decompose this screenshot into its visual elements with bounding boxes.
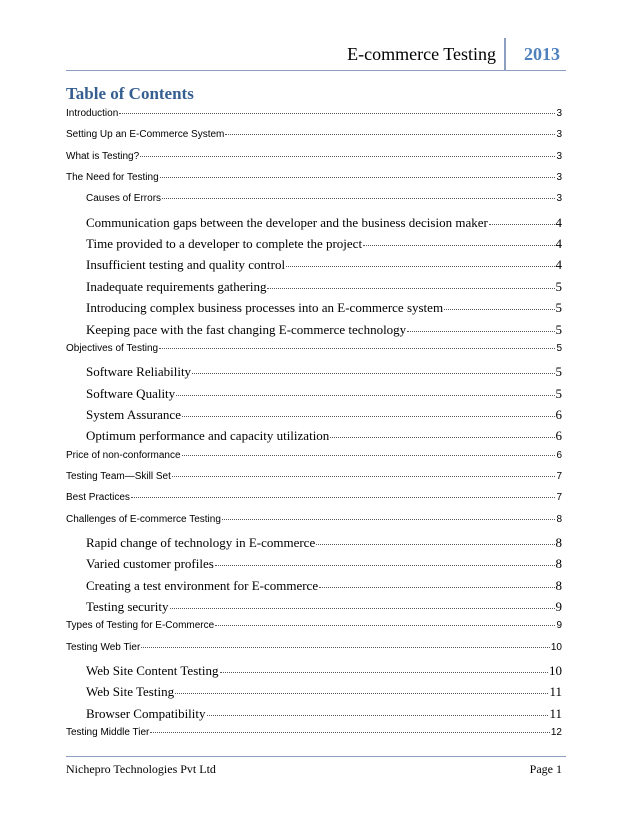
toc-entry-page: 12 (550, 727, 562, 739)
toc-dot-leader (176, 395, 554, 396)
toc-dot-leader (215, 565, 555, 566)
toc-entry-page: 6 (555, 406, 562, 422)
toc-entry-page: 9 (555, 599, 562, 615)
toc-dot-leader (140, 156, 555, 157)
toc-dot-leader (286, 266, 554, 267)
toc-entry-label: Creating a test environment for E-commerce (86, 577, 319, 593)
toc-entry-label: Challenges of E-commerce Testing (66, 513, 221, 525)
toc-entry[interactable] (66, 257, 562, 273)
toc-entry-label: What is Testing? (66, 150, 140, 162)
toc-entry-page: 3 (556, 193, 562, 205)
toc-entry[interactable] (66, 599, 562, 615)
toc-entry-page: 5 (556, 342, 562, 354)
toc-entry-page: 8 (555, 556, 562, 572)
header-title: E-commerce Testing (347, 44, 496, 64)
toc-entry-label: Introducing complex business processes into an E-commerce system (86, 300, 444, 316)
toc-entry-label: Setting Up an E-Commerce System (66, 129, 225, 141)
toc-dot-leader (159, 348, 555, 349)
header-year: 2013 (524, 44, 560, 64)
toc-entry-page: 11 (549, 684, 562, 700)
toc-dot-leader (330, 437, 554, 438)
toc-entry-page: 4 (555, 236, 562, 252)
toc-dot-leader (150, 732, 550, 733)
toc-entry[interactable] (66, 151, 562, 162)
toc-entry[interactable] (66, 578, 562, 594)
toc-entry[interactable] (66, 407, 562, 423)
toc-entry-page: 6 (556, 449, 562, 461)
toc-entry-label: Optimum performance and capacity utilization (86, 428, 330, 444)
toc-entry-page: 3 (556, 129, 562, 141)
toc-dot-leader (222, 519, 556, 520)
toc-entry-page: 7 (556, 492, 562, 504)
toc-dot-leader (489, 224, 555, 225)
toc-entry-page: 3 (556, 150, 562, 162)
toc-entry[interactable] (66, 514, 562, 525)
toc-dot-leader (444, 309, 554, 310)
toc-entry-label: Inadequate requirements gathering (86, 278, 267, 294)
toc-entry-page: 9 (556, 620, 562, 632)
toc-entry-page: 8 (555, 577, 562, 593)
toc-dot-leader (182, 416, 555, 417)
footer-rule (66, 756, 566, 757)
toc-entry-label: Web Site Testing (86, 684, 175, 700)
toc-entry[interactable] (66, 364, 562, 380)
page-header (66, 38, 566, 71)
toc-entry-label: Causes of Errors (86, 193, 162, 205)
toc-entry-label: Time provided to a developer to complete the project (86, 236, 363, 252)
toc-entry[interactable] (66, 642, 562, 653)
toc-entry[interactable] (66, 535, 562, 551)
toc-dot-leader (267, 288, 554, 289)
toc-dot-leader (215, 625, 555, 626)
toc-entry[interactable] (66, 492, 562, 503)
toc-entry[interactable] (66, 129, 562, 140)
toc-entry-label: Browser Compatibility (86, 705, 206, 721)
toc-entry-label: Rapid change of technology in E-commerce (86, 535, 316, 550)
toc-dot-leader (172, 476, 556, 477)
toc-entry-page: 8 (556, 513, 562, 525)
toc-dot-leader (141, 647, 550, 648)
toc-dot-leader (131, 497, 556, 498)
toc-entry[interactable] (66, 450, 562, 461)
toc-entry-page: 5 (555, 321, 562, 337)
toc-entry-page: 8 (555, 535, 562, 550)
toc-entry[interactable] (66, 236, 562, 252)
toc-entry[interactable] (66, 108, 562, 119)
toc-entry[interactable] (66, 215, 562, 231)
header-divider (504, 38, 506, 70)
toc-entry[interactable] (66, 279, 562, 295)
toc-entry-label: Introduction (66, 108, 119, 119)
toc-entry-page: 3 (556, 108, 562, 119)
toc-entry-label: System Assurance (86, 406, 181, 422)
toc-dot-leader (407, 331, 554, 332)
toc-entry[interactable] (66, 684, 562, 700)
toc-dot-leader (207, 715, 549, 716)
toc-entry-label: Types of Testing for E-Commerce (66, 620, 215, 632)
toc-entry-label: Best Practices (66, 492, 130, 504)
toc-entry-page: 3 (556, 172, 562, 184)
toc-dot-leader (182, 455, 556, 456)
toc-entry[interactable] (66, 193, 562, 204)
toc-dot-leader (160, 177, 556, 178)
toc-entry[interactable] (66, 727, 562, 738)
toc-entry-label: Objectives of Testing (66, 342, 159, 354)
toc-entry-label: Communication gaps between the developer and the business decision maker (86, 214, 488, 230)
toc-entry-page: 5 (555, 300, 562, 316)
toc-entry-page: 10 (549, 663, 562, 679)
toc-dot-leader (162, 198, 555, 199)
toc-entry-page: 4 (555, 214, 562, 230)
toc-dot-leader (225, 134, 555, 135)
toc-entry[interactable] (66, 343, 562, 354)
toc-entry-label: Testing Team—Skill Set (66, 470, 171, 482)
toc-dot-leader (363, 245, 554, 246)
toc-entry[interactable] (66, 556, 562, 572)
toc-entry-page: 7 (556, 470, 562, 482)
footer-page-number: Page 1 (529, 762, 562, 776)
toc-dot-leader (319, 587, 554, 588)
toc-entry[interactable] (66, 322, 562, 338)
toc-entry-label: Varied customer profiles (86, 556, 214, 572)
toc-entry-label: Web Site Content Testing (86, 663, 219, 679)
toc-entry[interactable] (66, 428, 562, 444)
toc-dot-leader (175, 693, 548, 694)
toc-dot-leader (316, 544, 554, 545)
toc-entry-label: Insufficient testing and quality control (86, 257, 286, 273)
toc-entry-label: Testing security (86, 599, 169, 615)
footer-company: Nichepro Technologies Pvt Ltd (66, 762, 216, 776)
toc-entry-page: 11 (549, 705, 562, 721)
toc-heading: Table of Contents (66, 84, 194, 103)
toc-entry-label: Software Reliability (86, 364, 192, 380)
toc-entry[interactable] (66, 172, 562, 183)
toc-dot-leader (192, 373, 554, 374)
toc-entry-page: 5 (555, 364, 562, 380)
toc-entry[interactable] (66, 620, 562, 631)
toc-entry-page: 4 (555, 257, 562, 273)
toc-entry-label: The Need for Testing (66, 172, 159, 184)
toc-dot-leader (170, 608, 555, 609)
toc-entry-page: 10 (550, 641, 562, 653)
toc-entry[interactable] (66, 300, 562, 316)
toc-entry-label: Keeping pace with the fast changing E-commerce technology (86, 321, 407, 337)
toc-dot-leader (119, 113, 555, 114)
toc-entry-page: 5 (555, 385, 562, 401)
toc-entry[interactable] (66, 663, 562, 679)
toc-entry-label: Price of non-conformance (66, 449, 181, 461)
toc-entry[interactable] (66, 386, 562, 402)
toc-entry[interactable] (66, 706, 562, 722)
toc-entry-page: 6 (555, 428, 562, 444)
toc-entry-page: 5 (555, 278, 562, 294)
toc-entry-label: Testing Middle Tier (66, 727, 150, 739)
toc-entry-label: Testing Web Tier (66, 641, 141, 653)
toc-entry-label: Software Quality (86, 385, 176, 401)
toc-entry[interactable] (66, 471, 562, 482)
toc-dot-leader (220, 672, 549, 673)
